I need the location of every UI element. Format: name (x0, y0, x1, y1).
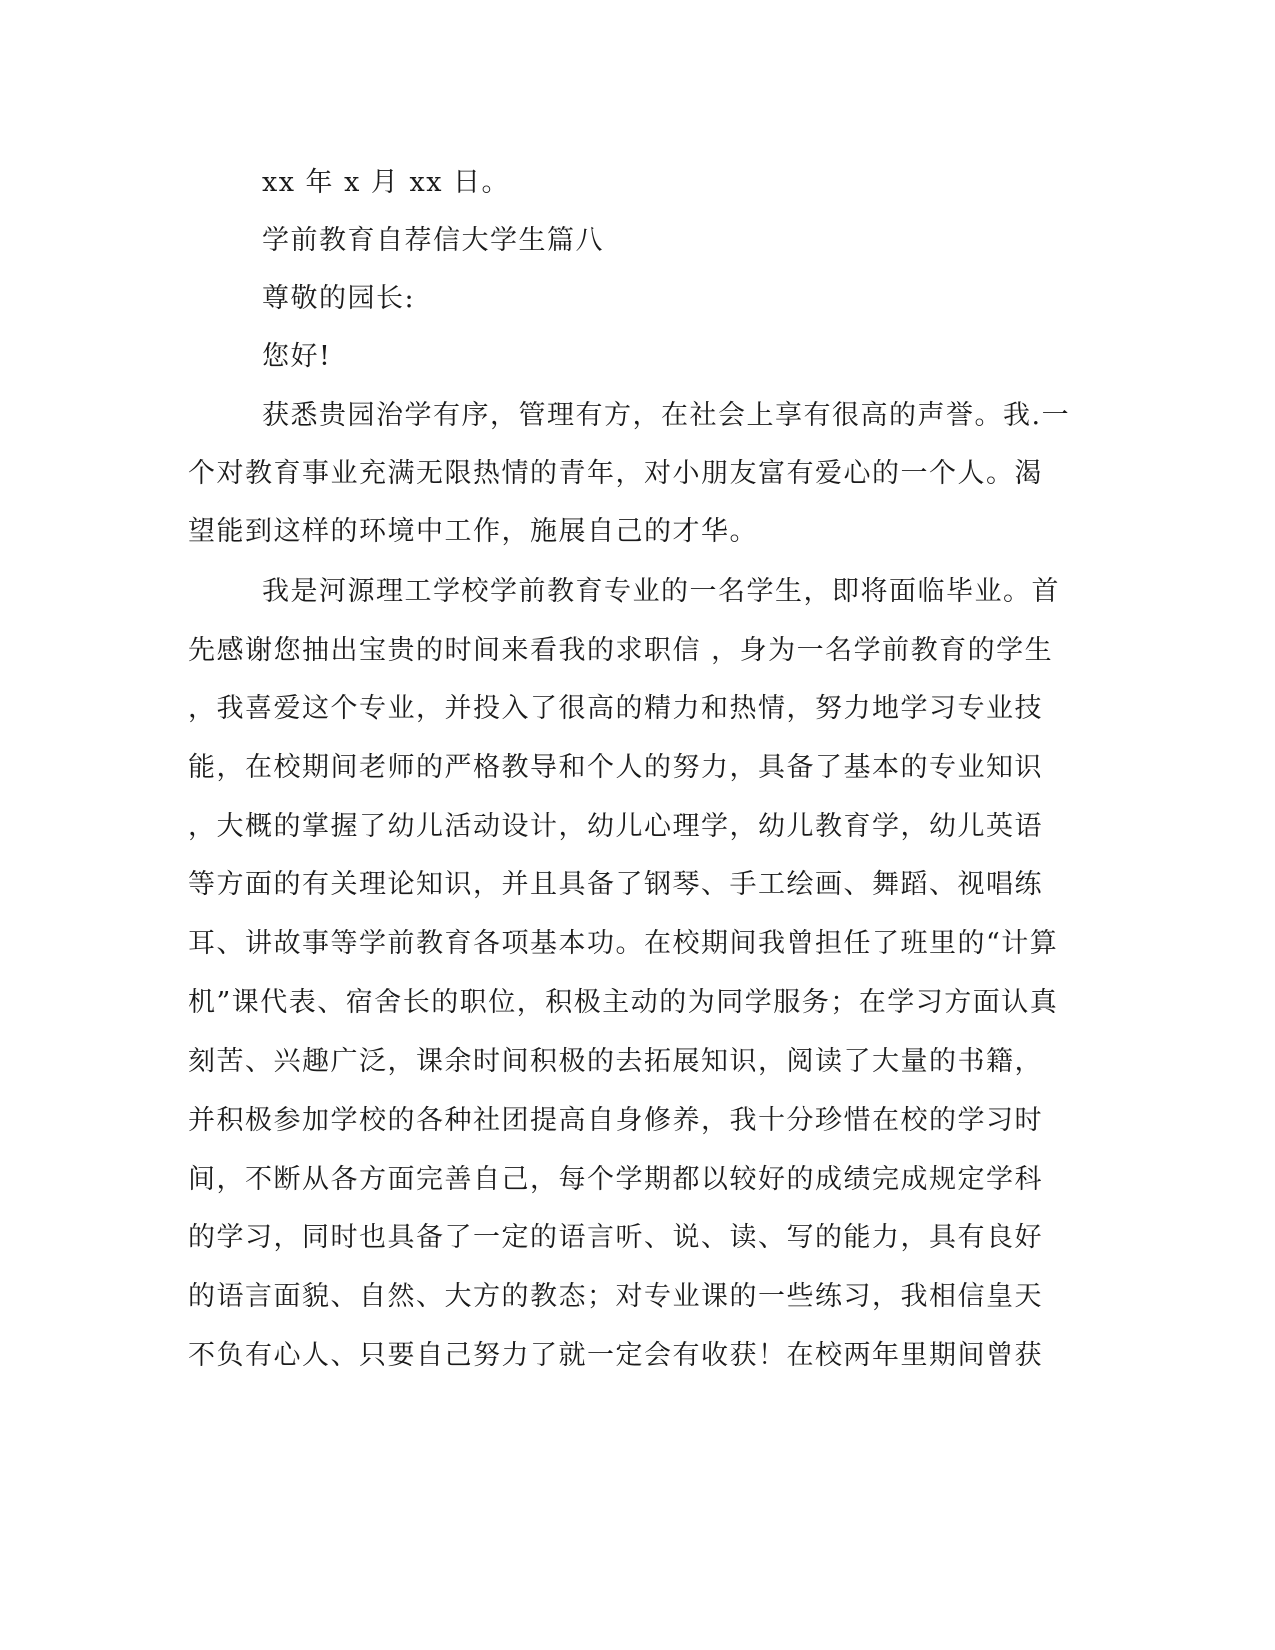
paragraph-line: 刻苦、兴趣广泛，课余时间积极的去拓展知识，阅读了大量的书籍， (188, 1046, 1043, 1077)
paragraph-line: 获悉贵园治学有序，管理有方，在社会上享有很高的声誉。我.一 (262, 400, 1071, 431)
paragraph-line: ，大概的掌握了幼儿活动设计，幼儿心理学，幼儿教育学，幼儿英语 (188, 811, 1043, 842)
paragraph-line: 耳、讲故事等学前教育各项基本功。在校期间我曾担任了班里的“计算 (188, 928, 1059, 959)
paragraph-line: 我是河源理工学校学前教育专业的一名学生，即将面临毕业。首 (262, 576, 1060, 607)
paragraph-line: 等方面的有关理论知识，并且具备了钢琴、手工绘画、舞蹈、视唱练 (188, 869, 1043, 900)
paragraph-line: 个对教育事业充满无限热情的青年，对小朋友富有爱心的一个人。渴 (188, 458, 1043, 489)
salutation: 尊敬的园长: (262, 283, 416, 314)
date-line: xx 年 x 月 xx 日。 (262, 167, 511, 198)
paragraph-line: 间，不断从各方面完善自己，每个学期都以较好的成绩完成规定学科 (188, 1164, 1043, 1195)
paragraph-line: 能，在校期间老师的严格教导和个人的努力，具备了基本的专业知识 (188, 752, 1043, 783)
paragraph-line: 的学习，同时也具备了一定的语言听、说、读、写的能力，具有良好 (188, 1222, 1043, 1253)
paragraph-line: 并积极参加学校的各种社团提高自身修养，我十分珍惜在校的学习时 (188, 1105, 1043, 1136)
paragraph-line: 的语言面貌、自然、大方的教态；对专业课的一些练习，我相信皇天 (188, 1281, 1043, 1312)
paragraph-line: 先感谢您抽出宝贵的时间来看我的求职信 ，身为一名学前教育的学生 (188, 635, 1054, 666)
paragraph-line: ，我喜爱这个专业，并投入了很高的精力和热情，努力地学习专业技 (188, 693, 1043, 724)
paragraph-line: 不负有心人、只要自己努力了就一定会有收获！在校两年里期间曾获 (188, 1340, 1043, 1371)
section-title: 学前教育自荐信大学生篇八 (262, 225, 604, 256)
greeting: 您好! (262, 341, 332, 372)
paragraph-line: 机”课代表、宿舍长的职位，积极主动的为同学服务；在学习方面认真 (188, 987, 1059, 1018)
paragraph-line: 望能到这样的环境中工作，施展自己的才华。 (188, 516, 758, 547)
